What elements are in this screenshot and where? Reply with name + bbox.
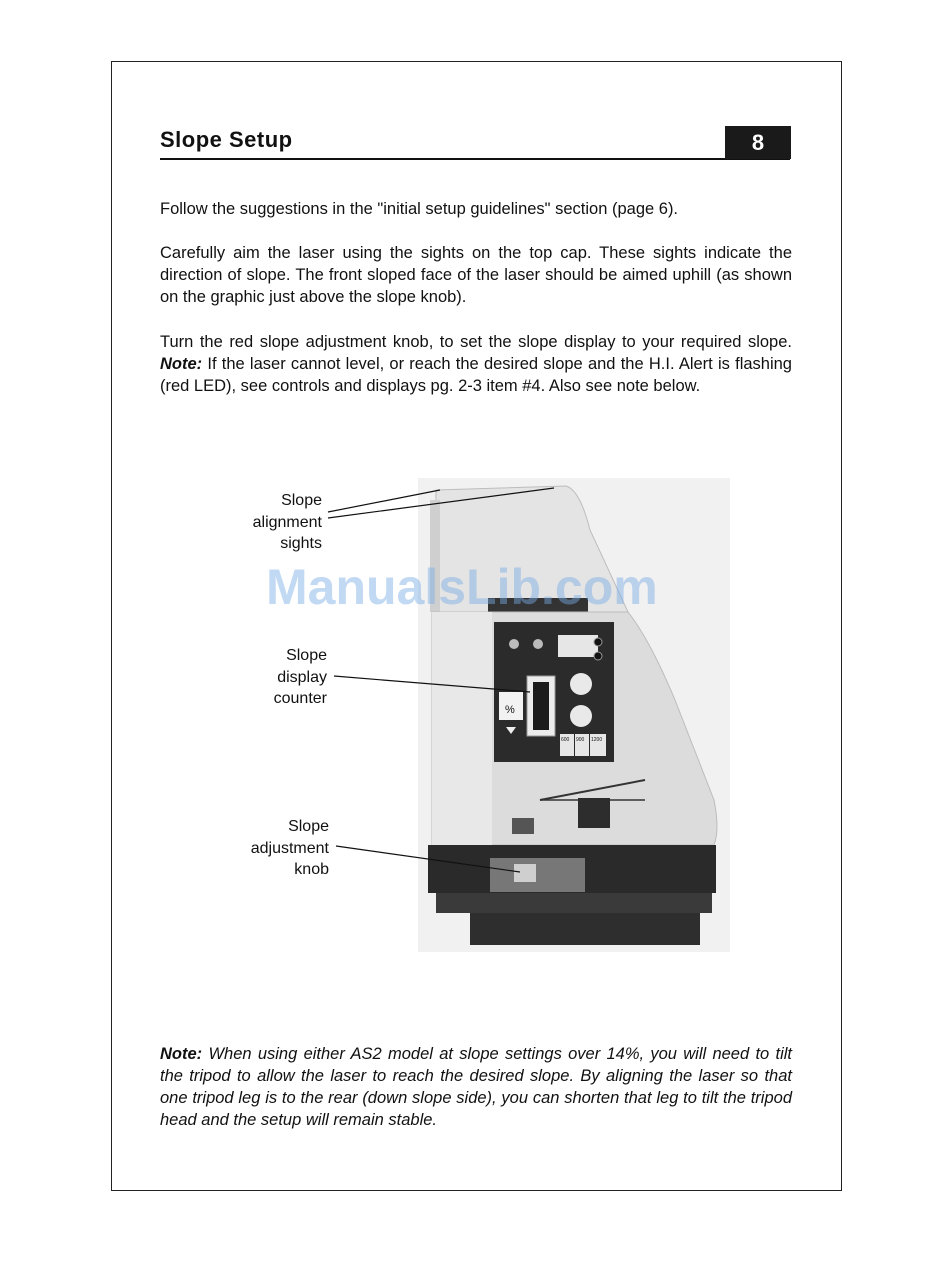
callout-line: Slope [286,647,327,664]
note-label: Note: [160,355,203,373]
paragraph-text: Turn the red slope adjustment knob, to set the slope display to your required slope. [160,333,792,351]
led-icon [533,639,543,649]
callout-line: alignment [252,513,322,531]
knob-icon [512,818,534,834]
base-opening [490,858,585,892]
panel-label [558,635,598,657]
callout-slope-alignment-sights [230,490,322,555]
footnote-label: Note: [160,1045,203,1063]
paragraph-text: If the laser cannot level, or reach the desired slope and the H.I. Alert is flashing (red LED), see controls and displays pg. 2-3 item #4. Also see note below. [160,355,792,395]
button-icon [594,652,602,660]
footnote-text: When using either AS2 model at slope settings over 14%, you will need to tilt the tripod to allow the laser to reach the desired slope. By aligning the laser so that one tripod leg is to the rear (down slope side), you can shorten that leg to tilt the tripod head and the setup will remain stable. [160,1045,792,1129]
section-title: Slope Setup [160,127,293,152]
button-icon [594,638,602,646]
callout-slope-adjustment-knob [230,816,329,881]
tripod-mount [436,893,712,913]
callout-line: display [277,668,327,686]
percent-sign: % [505,704,515,716]
callout-line: counter [273,690,327,707]
rotate-button [570,705,592,727]
footnote [160,1043,792,1131]
laser-icon [578,798,610,828]
paragraph-setup-guidelines: Follow the suggestions in the "initial setup guidelines" section (page 6). [160,200,679,218]
speed-900-text: 900 [576,737,585,743]
callout-line: Slope [281,492,322,509]
percent-button [570,673,592,695]
callout-line: adjustment [250,839,329,857]
callout-line: sights [280,535,322,552]
slope-adjustment-knob [514,864,536,882]
callout-slope-display-counter [230,645,327,710]
speed-1200-text: 1200 [591,737,603,743]
led-icon [509,639,519,649]
callout-line: knob [294,861,329,878]
foot-plate [470,913,700,945]
watermark: ManualsLib.com [266,559,658,615]
paragraph-aim-laser: Carefully aim the laser using the sights on the top cap. These sights indicate the direction of slope. The front sloped face of the laser should be aimed uphill (as shown on the graphic just above the slope knob). [160,244,792,306]
speed-600-text: 600 [561,737,570,743]
page-number-badge: 8 [725,126,791,159]
callout-line: Slope [288,818,329,835]
counter-window [533,682,549,730]
body-side [432,612,492,845]
